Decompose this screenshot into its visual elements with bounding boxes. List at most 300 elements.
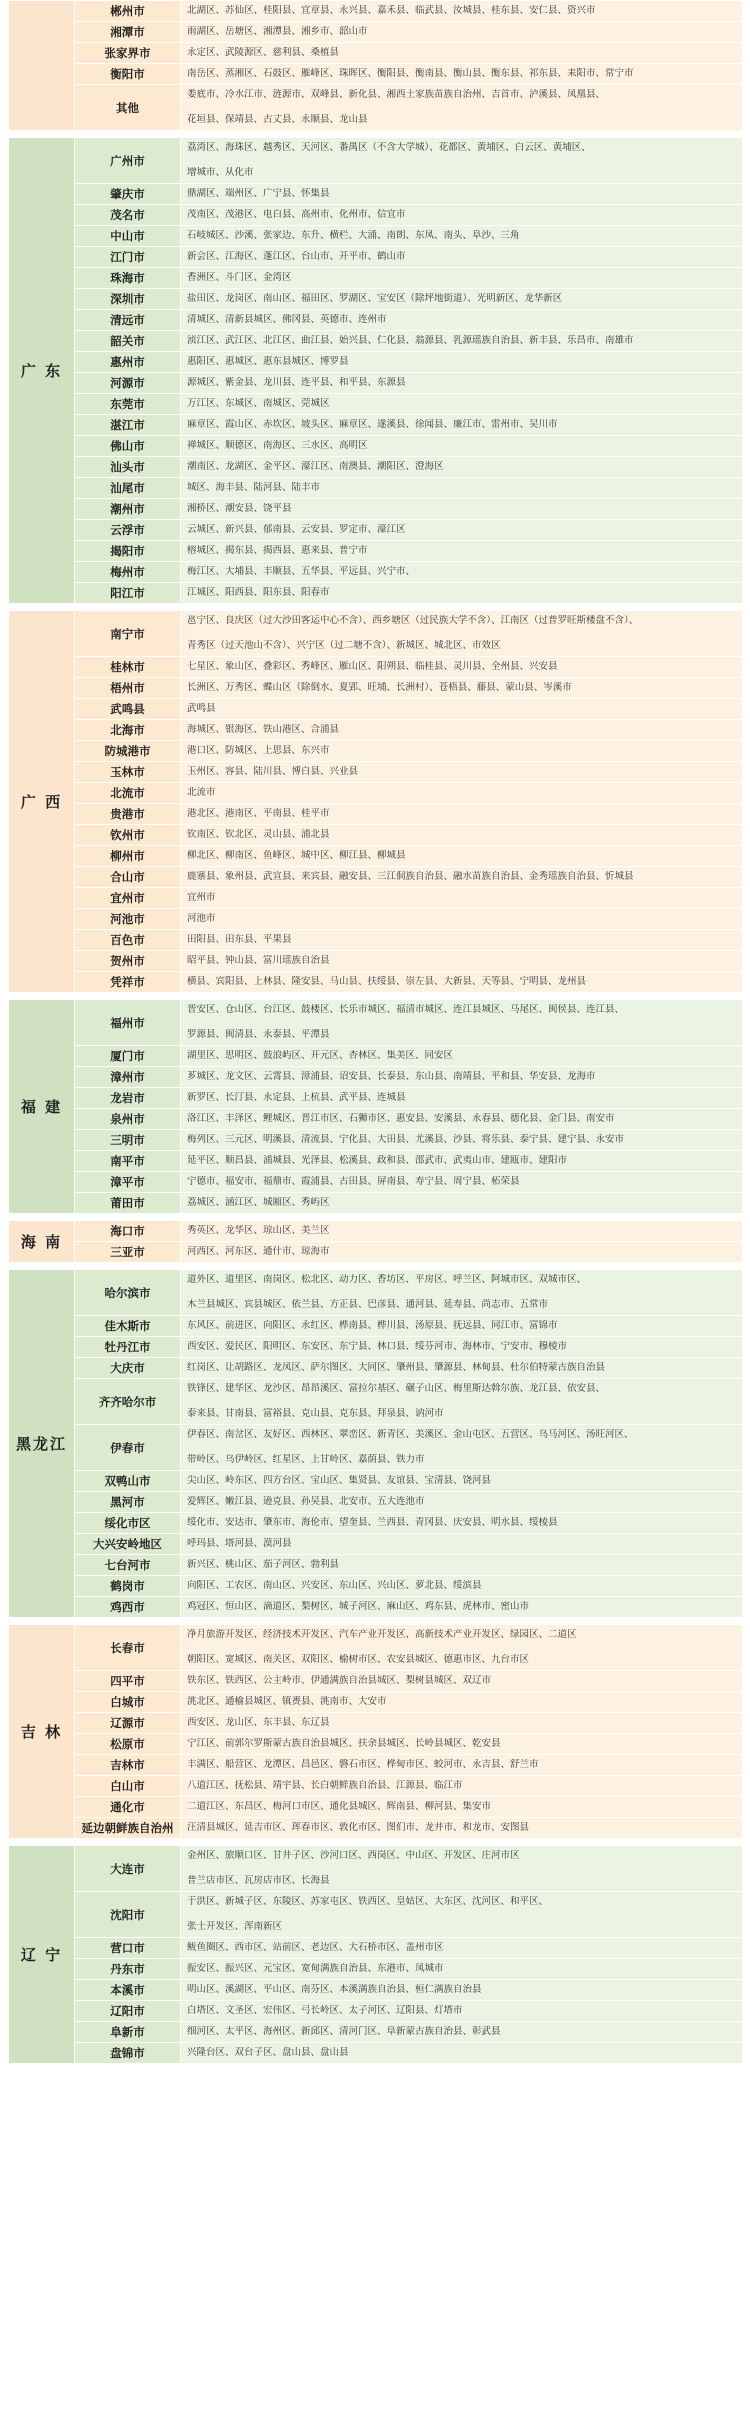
district-line: 张士开发区、浑南新区: [187, 1921, 283, 1932]
district-cell: [181, 1316, 743, 1337]
table-row: [9, 2043, 743, 2064]
district-cell: [181, 1938, 743, 1959]
table-row: [9, 352, 743, 373]
district-line: 湘桥区、潮安县、饶平县: [187, 503, 292, 514]
district-line: 永定区、武陵源区、慈利县、桑植县: [187, 47, 340, 58]
city-cell: 沈阳市: [75, 1892, 181, 1938]
district-line: 罗源县、闽清县、永泰县、平潭县: [187, 1029, 330, 1040]
district-line: 洛江区、丰泽区、鲤城区、晋江市区、石狮市区、惠安县、安溪县、永春县、德化县、金门县、南安市: [187, 1113, 615, 1124]
city-cell: 阳江市: [75, 583, 181, 604]
district-cell: [181, 352, 743, 373]
table-row: [9, 1046, 743, 1067]
district-line: 雨湖区、岳塘区、湘潭县、湘乡市、韶山市: [187, 26, 368, 37]
table-row: [9, 541, 743, 562]
district-cell: [181, 1109, 743, 1130]
table-row: [9, 1818, 743, 1839]
district-line: 新罗区、长汀县、永定县、上杭县、武平县、连城县: [187, 1092, 406, 1103]
table-row: [9, 699, 743, 720]
table-row: [9, 1088, 743, 1109]
district-line: 浈江区、武江区、北江区、曲江县、始兴县、仁化县、翁源县、乳源瑶族自治县、新丰县、乐昌市、南雄市: [187, 335, 634, 346]
table-row: [9, 825, 743, 846]
district-line: 梅列区、三元区、明溪县、清流县、宁化县、大田县、尤溪县、沙县、将乐县、泰宁县、建宁县、永安市: [187, 1134, 625, 1145]
table-row: [9, 1, 743, 22]
district-line: 晋安区、仓山区、台江区、鼓楼区、长乐市城区、福清市城区、连江县城区、马尾区、闽侯县、连江县、: [187, 1004, 625, 1015]
district-line: 鹿寨县、象州县、武宣县、来宾县、融安县、三江侗族自治县、融水苗族自治县、金秀瑶族自治县、忻城县: [187, 871, 634, 882]
table-row: [9, 762, 743, 783]
table-row: [9, 1534, 743, 1555]
district-cell: [181, 436, 743, 457]
district-cell: [181, 1692, 743, 1713]
district-line: 增城市、从化市: [187, 167, 254, 178]
district-cell: [181, 909, 743, 930]
table-row: [9, 520, 743, 541]
district-line: 鸡冠区、恒山区、滴道区、梨树区、城子河区、麻山区、鸡东县、虎林市、密山市: [187, 1601, 530, 1612]
table-row: [9, 289, 743, 310]
city-cell: 绥化市区: [75, 1513, 181, 1534]
table-row: [9, 415, 743, 436]
district-cell: [181, 1492, 743, 1513]
district-cell: [181, 762, 743, 783]
table-row: [9, 205, 743, 226]
table-row: [9, 43, 743, 64]
delivery-area-table: [8, 0, 743, 2064]
city-cell: 牡丹江市: [75, 1337, 181, 1358]
district-line: 细河区、太平区、海州区、新邱区、清河门区、阜新蒙古族自治县、彰武县: [187, 2026, 501, 2037]
district-cell: [181, 1797, 743, 1818]
district-cell: [181, 85, 743, 131]
district-cell: [181, 457, 743, 478]
table-row: [9, 1980, 743, 2001]
district-cell: [181, 611, 743, 657]
city-cell: 辽阳市: [75, 2001, 181, 2022]
city-cell: 佛山市: [75, 436, 181, 457]
district-line: 麻章区、霞山区、赤坎区、坡头区、麻章区、遂溪县、徐闻县、廉江市、雷州市、吴川市: [187, 419, 558, 430]
city-cell: 惠州市: [75, 352, 181, 373]
city-cell: 肇庆市: [75, 184, 181, 205]
district-cell: [181, 1151, 743, 1172]
district-line: 丰满区、船营区、龙潭区、昌邑区、磐石市区、桦甸市区、蛟河市、永吉县、舒兰市: [187, 1759, 539, 1770]
district-cell: [181, 478, 743, 499]
district-cell: [181, 1067, 743, 1088]
table-row: [9, 2001, 743, 2022]
section-gap-cell: [9, 993, 743, 1000]
district-cell: [181, 867, 743, 888]
district-cell: [181, 1000, 743, 1046]
city-cell: 四平市: [75, 1671, 181, 1692]
table-row: [9, 1513, 743, 1534]
district-cell: [181, 1625, 743, 1671]
table-row: [9, 1755, 743, 1776]
district-cell: [181, 289, 743, 310]
district-line: 惠阳区、惠城区、惠东县城区、博罗县: [187, 356, 349, 367]
table-row: [9, 804, 743, 825]
district-cell: [181, 2022, 743, 2043]
district-cell: [181, 1576, 743, 1597]
district-line: 呼玛县、塔河县、漠河县: [187, 1538, 292, 1549]
city-cell: 东莞市: [75, 394, 181, 415]
district-line: 铁东区、铁西区、公主岭市、伊通满族自治县城区、梨树县城区、双辽市: [187, 1675, 492, 1686]
section-gap: [9, 1214, 743, 1221]
city-cell: 伊春市: [75, 1425, 181, 1471]
city-cell: 揭阳市: [75, 541, 181, 562]
city-cell: 南宁市: [75, 611, 181, 657]
district-line: 港口区、防城区、上思县、东兴市: [187, 745, 330, 756]
district-line: 花垣县、保靖县、古丈县、永顺县、龙山县: [187, 114, 368, 125]
city-cell: 河源市: [75, 373, 181, 394]
city-cell: 衡阳市: [75, 64, 181, 85]
table-row: [9, 394, 743, 415]
table-row: [9, 1692, 743, 1713]
district-cell: [181, 247, 743, 268]
table-row: [9, 1270, 743, 1316]
city-cell: 龙岩市: [75, 1088, 181, 1109]
district-line: 茂南区、茂港区、电白县、高州市、化州市、信宜市: [187, 209, 406, 220]
city-cell: 营口市: [75, 1938, 181, 1959]
table-row: [9, 909, 743, 930]
district-cell: [181, 699, 743, 720]
city-cell: 黑河市: [75, 1492, 181, 1513]
city-cell: 深圳市: [75, 289, 181, 310]
district-line: 新兴区、桃山区、茄子河区、勃利县: [187, 1559, 340, 1570]
table-row: [9, 1797, 743, 1818]
city-cell: 防城港市: [75, 741, 181, 762]
city-cell: 茂名市: [75, 205, 181, 226]
district-cell: [181, 1471, 743, 1492]
delivery-area-sheet: [8, 0, 742, 2064]
table-row: [9, 972, 743, 993]
table-row: [9, 1067, 743, 1088]
table-row: [9, 1471, 743, 1492]
table-row: [9, 1576, 743, 1597]
table-row: [9, 436, 743, 457]
province-cell: 海 南: [9, 1221, 75, 1263]
table-row: [9, 1492, 743, 1513]
district-cell: [181, 331, 743, 352]
district-line: 梅江区、大埔县、丰顺县、五华县、平远县、兴宁市、: [187, 566, 416, 577]
district-cell: [181, 520, 743, 541]
district-line: 芗城区、龙文区、云霄县、漳浦县、诏安县、长泰县、东山县、南靖县、平和县、华安县、龙海市: [187, 1071, 596, 1082]
city-cell: 阜新市: [75, 2022, 181, 2043]
table-row: [9, 888, 743, 909]
district-cell: [181, 804, 743, 825]
district-line: 禅城区、顺德区、南海区、三水区、高明区: [187, 440, 368, 451]
district-line: 荔湾区、海珠区、越秀区、天河区、番禺区（不含大学城）、花都区、黄埔区、白云区、黄埔区、: [187, 142, 591, 153]
district-cell: [181, 1776, 743, 1797]
city-cell: 通化市: [75, 1797, 181, 1818]
district-cell: [181, 1959, 743, 1980]
table-row: [9, 562, 743, 583]
table-row: [9, 783, 743, 804]
district-cell: [181, 1555, 743, 1576]
section-gap-cell: [9, 1214, 743, 1221]
district-cell: [181, 541, 743, 562]
city-cell: 泉州市: [75, 1109, 181, 1130]
table-row: [9, 1938, 743, 1959]
city-cell: 齐齐哈尔市: [75, 1379, 181, 1425]
province-cell: 辽 宁: [9, 1846, 75, 2064]
district-cell: [181, 1193, 743, 1214]
district-line: 田阳县、田东县、平果县: [187, 934, 292, 945]
district-line: 宁德市、福安市、福鼎市、霞浦县、古田县、屏南县、寿宁县、周宁县、柘荣县: [187, 1176, 520, 1187]
city-cell: 武鸣县: [75, 699, 181, 720]
table-row: [9, 1130, 743, 1151]
city-cell: 百色市: [75, 930, 181, 951]
table-row: [9, 268, 743, 289]
district-line: 柳北区、柳南区、鱼峰区、城中区、柳江县、柳城县: [187, 850, 406, 861]
table-row: [9, 678, 743, 699]
table-row: [9, 867, 743, 888]
city-cell: 钦州市: [75, 825, 181, 846]
city-cell: 广州市: [75, 138, 181, 184]
district-cell: [181, 1892, 743, 1938]
district-line: 七星区、象山区、叠彩区、秀峰区、雁山区、阳朔县、临桂县、灵川县、全州县、兴安县: [187, 661, 558, 672]
table-row: [9, 85, 743, 131]
city-cell: 厦门市: [75, 1046, 181, 1067]
section-gap-cell: [9, 1263, 743, 1270]
district-line: 伊春区、南岔区、友好区、西林区、翠峦区、新青区、美溪区、金山屯区、五营区、乌马河区、汤旺河区、: [187, 1429, 634, 1440]
city-cell: 三亚市: [75, 1242, 181, 1263]
city-cell: 本溪市: [75, 1980, 181, 2001]
table-row: [9, 373, 743, 394]
table-row: [9, 741, 743, 762]
district-line: 湖里区、思明区、鼓浪屿区、开元区、杏林区、集美区、同安区: [187, 1050, 454, 1061]
province-cell: 吉 林: [9, 1625, 75, 1839]
table-row: [9, 226, 743, 247]
district-cell: [181, 1597, 743, 1618]
table-row: [9, 1776, 743, 1797]
table-row: [9, 331, 743, 352]
city-cell: 鸡西市: [75, 1597, 181, 1618]
district-line: 北流市: [187, 787, 216, 798]
district-line: 港北区、港南区、平南县、桂平市: [187, 808, 330, 819]
table-row: [9, 22, 743, 43]
district-line: 宜州市: [187, 892, 216, 903]
city-cell: 漳平市: [75, 1172, 181, 1193]
district-cell: [181, 43, 743, 64]
table-row: [9, 1358, 743, 1379]
city-cell: 长春市: [75, 1625, 181, 1671]
table-row: [9, 1734, 743, 1755]
table-row: [9, 1172, 743, 1193]
city-cell: 宜州市: [75, 888, 181, 909]
district-line: 带岭区、乌伊岭区、红星区、上甘岭区、嘉荫县、铁力市: [187, 1454, 425, 1465]
district-line: 青秀区（过天池山不含）、兴宁区（过二塘不含）、新城区、城北区、市效区: [187, 640, 501, 651]
table-row: [9, 138, 743, 184]
table-row: [9, 1109, 743, 1130]
district-line: 鲅鱼圈区、西市区、站前区、老边区、大石桥市区、盖州市区: [187, 1942, 444, 1953]
district-cell: [181, 1, 743, 22]
city-cell: 柳州市: [75, 846, 181, 867]
district-cell: [181, 1046, 743, 1067]
table-row: [9, 1151, 743, 1172]
section-gap-cell: [9, 131, 743, 138]
district-line: 荔城区、涵江区、城厢区、秀屿区: [187, 1197, 330, 1208]
district-cell: [181, 1130, 743, 1151]
district-cell: [181, 1425, 743, 1471]
city-cell: 海口市: [75, 1221, 181, 1242]
province-cell: 福 建: [9, 1000, 75, 1214]
city-cell: 北海市: [75, 720, 181, 741]
city-cell: 汕头市: [75, 457, 181, 478]
district-line: 城区、海丰县、陆河县、陆丰市: [187, 482, 321, 493]
district-line: 于洪区、新城子区、东陵区、苏家屯区、铁西区、皇姑区、大东区、沈河区、和平区、: [187, 1896, 549, 1907]
city-cell: 延边朝鲜族自治州: [75, 1818, 181, 1839]
city-cell: 张家界市: [75, 43, 181, 64]
table-row: [9, 1337, 743, 1358]
district-line: 道外区、道里区、南岗区、松北区、动力区、香坊区、平房区、呼兰区、阿城市区、双城市区、: [187, 1274, 587, 1285]
district-cell: [181, 1755, 743, 1776]
district-line: 尖山区、岭东区、四方台区、宝山区、集贤县、友谊县、宝清县、饶河县: [187, 1475, 492, 1486]
city-cell: 郴州市: [75, 1, 181, 22]
district-line: 普兰店市区、瓦房店市区、长海县: [187, 1875, 330, 1886]
district-line: 东风区、前进区、向阳区、永红区、桦南县、桦川县、汤原县、抚远县、同江市、富锦市: [187, 1320, 558, 1331]
section-gap-cell: [9, 1618, 743, 1625]
district-cell: [181, 2001, 743, 2022]
district-line: 西安区、龙山区、东丰县、东辽县: [187, 1717, 330, 1728]
city-cell: 其他: [75, 85, 181, 131]
table-row: [9, 1597, 743, 1618]
table-row: [9, 1892, 743, 1938]
city-cell: 吉林市: [75, 1755, 181, 1776]
district-line: 振安区、振兴区、元宝区、宽甸满族自治县、东港市、凤城市: [187, 1963, 444, 1974]
district-cell: [181, 720, 743, 741]
district-line: 娄底市、冷水江市、涟源市、双峰县、新化县、湘西土家族苗族自治州、吉首市、泸溪县、凤凰县、: [187, 89, 606, 100]
district-line: 南岳区、蒸湘区、石鼓区、雁峰区、珠晖区、衡阳县、衡南县、衡山县、衡东县、祁东县、耒阳市、常宁市: [187, 68, 634, 79]
table-row: [9, 1671, 743, 1692]
city-cell: 辽源市: [75, 1713, 181, 1734]
district-line: 云城区、新兴县、郁南县、云安县、罗定市、濠江区: [187, 524, 406, 535]
district-line: 向阳区、工农区、南山区、兴安区、东山区、兴山区、萝北县、绥滨县: [187, 1580, 482, 1591]
city-cell: 湛江市: [75, 415, 181, 436]
city-cell: 福州市: [75, 1000, 181, 1046]
district-cell: [181, 1358, 743, 1379]
district-cell: [181, 1337, 743, 1358]
table-row: [9, 1193, 743, 1214]
district-cell: [181, 415, 743, 436]
section-gap: [9, 993, 743, 1000]
district-cell: [181, 972, 743, 993]
district-cell: [181, 951, 743, 972]
table-row: [9, 478, 743, 499]
table-row: [9, 1425, 743, 1471]
table-row: [9, 583, 743, 604]
district-line: 兴隆台区、双台子区、盘山县、盘山县: [187, 2047, 349, 2058]
city-cell: 双鸭山市: [75, 1471, 181, 1492]
district-cell: [181, 1379, 743, 1425]
district-cell: [181, 1671, 743, 1692]
city-cell: 清远市: [75, 310, 181, 331]
district-cell: [181, 1088, 743, 1109]
city-cell: 凭祥市: [75, 972, 181, 993]
table-row: [9, 1316, 743, 1337]
district-cell: [181, 1172, 743, 1193]
section-gap: [9, 1618, 743, 1625]
district-line: 八道江区、抚松县、靖宇县、长白朝鲜族自治县、江源县、临江市: [187, 1780, 463, 1791]
district-line: 清城区、清新县城区、佛冈县、英德市、连州市: [187, 314, 387, 325]
table-row: [9, 1713, 743, 1734]
city-cell: 三明市: [75, 1130, 181, 1151]
district-line: 爱辉区、嫩江县、逊克县、孙吴县、北安市、五大连池市: [187, 1496, 425, 1507]
district-line: 木兰县城区、宾县城区、依兰县、方正县、巴彦县、通河县、延寿县、尚志市、五常市: [187, 1299, 549, 1310]
city-cell: 白城市: [75, 1692, 181, 1713]
district-cell: [181, 1221, 743, 1242]
city-cell: 盘锦市: [75, 2043, 181, 2064]
district-cell: [181, 825, 743, 846]
table-row: [9, 1379, 743, 1425]
district-line: 江城区、阳西县、阳东县、阳春市: [187, 587, 330, 598]
district-cell: [181, 657, 743, 678]
district-line: 北湖区、苏仙区、桂阳县、宜章县、永兴县、嘉禾县、临武县、汝城县、桂东县、安仁县、资兴市: [187, 5, 596, 16]
district-line: 延平区、顺昌县、浦城县、光泽县、松溪县、政和县、邵武市、武夷山市、建瓯市、建阳市: [187, 1155, 568, 1166]
province-cell: 黑龙江: [9, 1270, 75, 1618]
table-row: [9, 2022, 743, 2043]
section-gap: [9, 131, 743, 138]
district-line: 鼎湖区、端州区、广宁县、怀集县: [187, 188, 330, 199]
district-line: 邕宁区、良庆区（过大沙田客运中心不含）、西乡塘区（过民族大学不含）、江南区（过普罗旺斯楼盘不含）、: [187, 615, 639, 626]
district-line: 香洲区、斗门区、金湾区: [187, 272, 292, 283]
district-cell: [181, 562, 743, 583]
delivery-area-body: [9, 1, 743, 2064]
district-cell: [181, 1846, 743, 1892]
district-cell: [181, 226, 743, 247]
city-cell: 佳木斯市: [75, 1316, 181, 1337]
district-line: 源城区、紫金县、龙川县、连平县、和平县、东源县: [187, 377, 406, 388]
district-line: 明山区、溪湖区、平山区、南芬区、本溪满族自治县、桓仁满族自治县: [187, 1984, 482, 1995]
district-cell: [181, 1270, 743, 1316]
district-cell: [181, 1818, 743, 1839]
city-cell: 漳州市: [75, 1067, 181, 1088]
city-cell: 白山市: [75, 1776, 181, 1797]
city-cell: 莆田市: [75, 1193, 181, 1214]
district-cell: [181, 138, 743, 184]
city-cell: 江门市: [75, 247, 181, 268]
table-row: [9, 1000, 743, 1046]
district-line: 秀英区、龙华区、琼山区、美兰区: [187, 1225, 330, 1236]
district-line: 横县、宾阳县、上林县、隆安县、马山县、扶绥县、崇左县、大新县、天等县、宁明县、龙州县: [187, 976, 587, 987]
district-cell: [181, 2043, 743, 2064]
district-line: 泰来县、甘南县、富裕县、克山县、克东县、拜泉县、讷河市: [187, 1408, 444, 1419]
city-cell: 丹东市: [75, 1959, 181, 1980]
district-line: 洮北区、通榆县城区、镇赉县、洮南市、大安市: [187, 1696, 387, 1707]
district-line: 新会区、江海区、蓬江区、台山市、开平市、鹤山市: [187, 251, 406, 262]
district-line: 昭平县、钟山县、富川瑶族自治县: [187, 955, 330, 966]
city-cell: 玉林市: [75, 762, 181, 783]
district-line: 石岐城区、沙溪、张家边、东升、横栏、大涌、南朗、东凤、南头、阜沙、三角: [187, 230, 520, 241]
district-line: 武鸣县: [187, 703, 216, 714]
district-line: 盐田区、龙岗区、南山区、福田区、罗湖区、宝安区（除坪地街道）、光明新区、龙华新区: [187, 293, 563, 304]
city-cell: 七台河市: [75, 1555, 181, 1576]
city-cell: 韶关市: [75, 331, 181, 352]
district-line: 朝阳区、宽城区、南关区、双阳区、榆树市区、农安县城区、德惠市区、九台市区: [187, 1654, 530, 1665]
city-cell: 珠海市: [75, 268, 181, 289]
district-line: 白塔区、文圣区、宏伟区、弓长岭区、太子河区、辽阳县、灯塔市: [187, 2005, 463, 2016]
city-cell: 大兴安岭地区: [75, 1534, 181, 1555]
city-cell: 汕尾市: [75, 478, 181, 499]
city-cell: 潮州市: [75, 499, 181, 520]
district-cell: [181, 678, 743, 699]
city-cell: 哈尔滨市: [75, 1270, 181, 1316]
city-cell: 合山市: [75, 867, 181, 888]
district-cell: [181, 846, 743, 867]
city-cell: 贵港市: [75, 804, 181, 825]
district-line: 西安区、爱民区、阳明区、东安区、东宁县、林口县、绥芬河市、海林市、宁安市、穆棱市: [187, 1341, 568, 1352]
district-cell: [181, 268, 743, 289]
district-line: 玉州区、容县、陆川县、博白县、兴业县: [187, 766, 359, 777]
section-gap: [9, 1839, 743, 1846]
district-cell: [181, 373, 743, 394]
section-gap-cell: [9, 604, 743, 611]
district-line: 海城区、银海区、铁山港区、合浦县: [187, 724, 340, 735]
